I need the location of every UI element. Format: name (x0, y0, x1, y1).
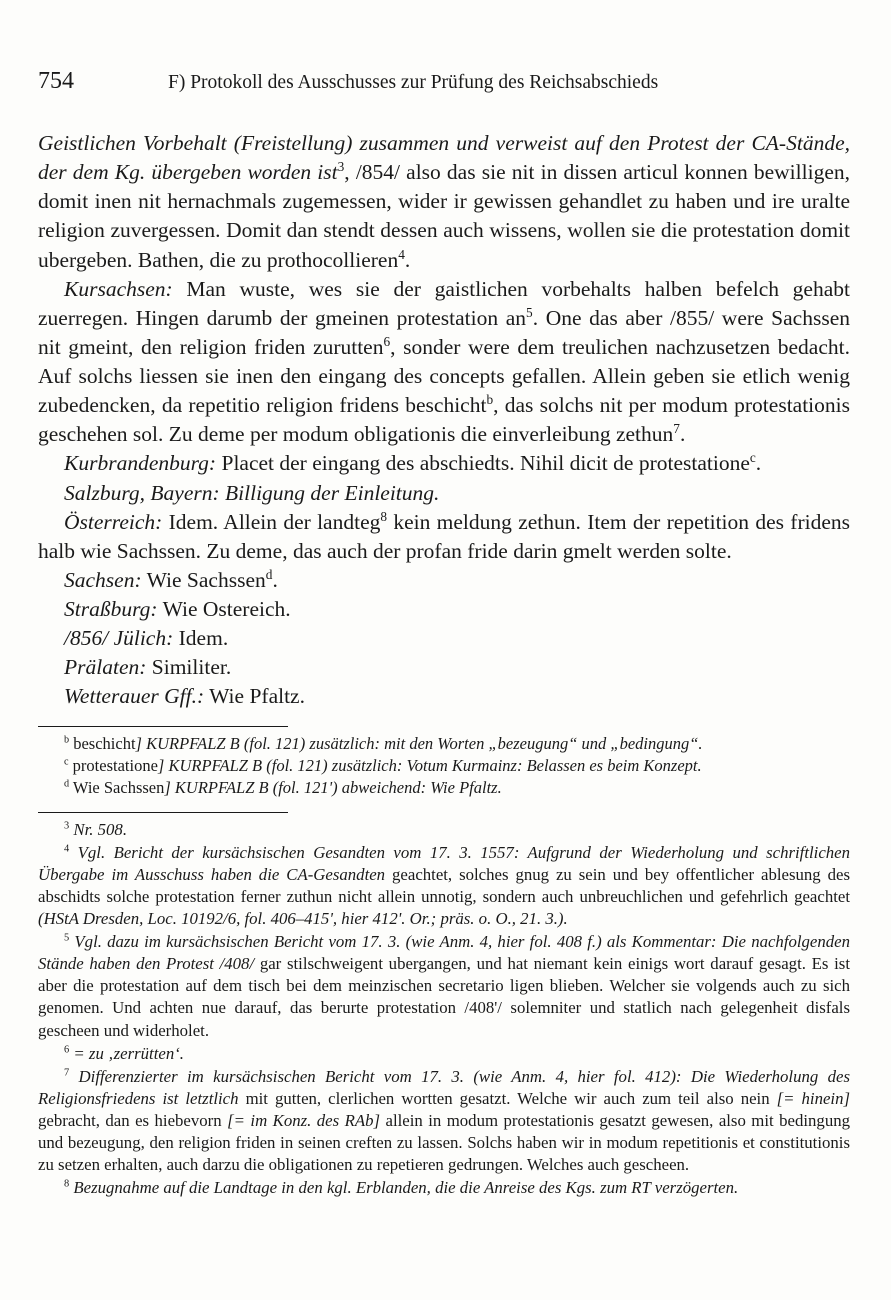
footnote-entry (38, 842, 850, 930)
para2-d: , das solchs nit per modum protestationis geschehen sol. Zu deme per modum obligationis die einverleibung zethun (38, 393, 850, 447)
paragraph-oesterreich (38, 508, 850, 566)
footnote-marker: 4 (64, 843, 70, 855)
apparatus-rule (38, 726, 288, 727)
footnote-text-segment: (HStA Dresden, Loc. 10192/6, fol. 406–415', hier 412'. Or.; präs. o. O., 21. 3.). (38, 909, 568, 929)
paragraph-kursachsen (38, 275, 850, 450)
para1-italic-lead: Geistlichen Vorbehalt (Freistellung) zusammen und verweist auf den Protest der CA-Stände, der dem Kg. übergeben worden ist (38, 131, 850, 185)
footnote-text-segment: [= im Konz. des RAb] (227, 1110, 386, 1130)
footnote-text-segment: geachtet, solches gnug zu sein und bey offentlicher ablesung des abschidts solche protestation ferner zuthun nicht allein unnotig, sondern auch unbreuchlichen und gefehrlich geachtet (38, 864, 850, 907)
page-number: 754 (38, 68, 74, 94)
apparatus-text: KURPFALZ B (fol. 121') abweichend: Wie Pfaltz. (170, 777, 502, 797)
speaker-oesterreich: Österreich: (64, 509, 163, 534)
footnote-entry (38, 1066, 850, 1176)
para2-e: . (679, 422, 686, 447)
line-praelaten (38, 653, 850, 682)
footnote-ref-8: 8 (380, 508, 388, 524)
para2-a: Man wuste, wes sie der gaistlichen vorbehalts halben befelch gehabt zuerregen. Hingen darumb der gmeinen protestation an (38, 276, 850, 330)
apparatus-entry (38, 755, 850, 776)
footnote-text-segment: mit gutten, clerlichen wortten gesatzt. Welche wir auch zum teil also nein (245, 1088, 777, 1108)
line-wetterauer-text: Wie Pfaltz. (204, 684, 305, 709)
paragraph-kurbrandenburg (38, 449, 850, 478)
notes-rule (38, 812, 288, 813)
line-juelich (38, 624, 850, 653)
apparatus-marker: c (64, 756, 69, 768)
apparatus-marker: b (64, 734, 70, 745)
body-text (38, 129, 850, 712)
footnote-ref-6: 6 (383, 333, 391, 349)
footnote-text-segment: [= hinein] (776, 1088, 850, 1108)
para2-b: . One das aber /855/ were Sachssen nit gmeint, den religion friden zurutten (38, 305, 850, 359)
footnote-ref-5: 5 (526, 304, 533, 320)
para1-end: . (404, 247, 411, 272)
footnote-text-segment: = zu ‚zerrütten‘. (69, 1043, 185, 1063)
footnote-entry (38, 819, 850, 841)
apparatus-block (38, 733, 850, 798)
footnote-ref-4: 4 (398, 246, 405, 262)
page-content (38, 68, 850, 1200)
paragraph-1 (38, 129, 850, 275)
paragraph-salzburg-bayern: Salzburg, Bayern: Billigung der Einleitung. (64, 480, 440, 505)
speaker-kurbrandenburg: Kurbrandenburg: (64, 451, 217, 476)
apparatus-marker: d (64, 778, 70, 790)
running-head (38, 68, 850, 95)
speaker-sachsen: Sachsen: (64, 567, 142, 592)
line-praelaten-text: Similiter. (146, 655, 232, 680)
footnote-marker: 5 (64, 932, 70, 944)
para3-a: Placet der eingang des abschiedts. Nihil dicit de protestatione (216, 451, 750, 476)
line-strassburg-text: Wie Ostereich. (157, 597, 291, 621)
footnote-text-segment: Differenzierter im kursächsischen Bericht vom 17. 3. (wie Anm. 4, hier fol. 412): Die Wiederholung des Religionsfriedens ist letztlich (38, 1066, 850, 1108)
running-head-title: F) Protokoll des Ausschusses zur Prüfung des Reichsabschieds (168, 72, 659, 93)
speaker-wetterauer: Wetterauer Gff.: (64, 684, 205, 709)
footnote-marker: 3 (64, 820, 70, 832)
footnote-text-segment: Vgl. Bericht der kursächsischen Gesandten vom 17. 3. 1557: Aufgrund der Wiederholung und schriftlichen Übergabe im Ausschuss haben die CA-Gesandten (38, 842, 850, 884)
apparatus-ref-b: b (486, 391, 494, 407)
apparatus-ref-d: d (265, 566, 273, 582)
footnote-text-segment: Bezugnahme auf die Landtage in den kgl. Erblanden, die die Anreise des Kgs. zum RT verzögerten. (69, 1178, 739, 1198)
footnote-text-segment: gebracht, dan es hiebevorn (38, 1110, 228, 1130)
apparatus-entry (38, 733, 850, 754)
line-juelich-text: Idem. (173, 626, 229, 651)
footnotes-block (38, 819, 850, 1199)
speaker-kursachsen: Kursachsen: (64, 276, 173, 301)
footnote-text-segment: Nr. 508. (69, 819, 128, 839)
line-sachsen-end: . (272, 567, 278, 592)
apparatus-lemma-bracket: ] (157, 755, 165, 775)
para5-a: Idem. Allein der landteg (162, 509, 381, 534)
footnote-text-segment: allein in modum protestationis gesatzt gewesen, also mit bedingung und bezeugung, den religion friden in seinen creften zu lassen. Solchs haben wir in modum repetitionis et constitutionis zu setzen erhalten, auch darzu die obligationen zu repetieren gedrungen. Welches auch gescheen. (38, 1110, 850, 1174)
para5-b: kein meldung zethun. Item der repetition des fridens halb wie Sachssen. Zu deme, das auch der profan fride darin gmelt werden solte. (38, 509, 850, 563)
footnote-text-segment: Vgl. dazu im kursächsischen Bericht vom 17. 3. (wie Anm. 4, hier fol. 408 f.) als Kommentar: Die nachfolgenden Stände haben den Protest /408/ (38, 932, 850, 974)
line-sachsen (38, 566, 850, 595)
line-sachsen-text: Wie Sachssen (141, 567, 266, 592)
footnote-marker: 6 (64, 1044, 70, 1056)
footnote-marker: 7 (64, 1067, 70, 1079)
apparatus-text: KURPFALZ B (fol. 121) zusätzlich: mit den Worten „bezeugung“ und „bedingung“. (141, 733, 703, 753)
line-wetterauer (38, 682, 850, 711)
footnote-entry (38, 1043, 850, 1065)
para1-rest: , /854/ also das sie nit in dissen articul konnen bewilligen, domit inen nit hernachmals zugemessen, wider ir gewissen gehandlet zu haben und ire uralte religion zuvergessen. Domit dan stendt dessen auch wissens, wollen sie die protestation domit ubergeben. Bathen, die zu prothocollieren (38, 160, 850, 272)
footnote-marker: 8 (64, 1178, 70, 1190)
apparatus-lemma: Wie Sachssen (69, 777, 165, 797)
speaker-strassburg: Straßburg: (64, 597, 158, 621)
footnote-entry (38, 931, 850, 1041)
speaker-juelich: /856/ Jülich: (64, 626, 174, 651)
apparatus-ref-c: c (749, 450, 756, 466)
apparatus-lemma-bracket: ] (164, 777, 171, 797)
line-strassburg (38, 595, 850, 624)
apparatus-lemma: protestatione (68, 755, 158, 775)
footnote-entry (38, 1177, 850, 1199)
para3-b: . (755, 451, 762, 476)
footnote-ref-7: 7 (673, 421, 680, 437)
apparatus-entry (38, 777, 850, 798)
apparatus-text: KURPFALZ B (fol. 121) zusätzlich: Votum Kurmainz: Belassen es beim Konzept. (164, 755, 702, 775)
speaker-praelaten: Prälaten: (64, 655, 147, 680)
footnote-ref-3: 3 (337, 158, 345, 174)
apparatus-lemma-bracket: ] (135, 733, 142, 753)
para2-c: , sonder were dem treulichen nachzusetzen bedacht. Auf solchs liessen sie inen den eingang des concepts gefallen. Allein geben sie etlich wenig zubedencken, da repetitio religion fridens beschicht (38, 334, 850, 418)
footnote-text-segment: gar stilschweigent ubergangen, und hat niemant kein einigs wort darauf gesagt. Es ist aber die protestation auf dem tisch bei dem meinzischen secretario ligen blieben. Welcher sie volgends auch zu sich genomen. Und achten nue darauf, das berurte protestation /408'/ solemniter und statlich nach gelegenheit disfals gescheen und widerholet. (38, 954, 850, 1040)
apparatus-lemma: beschicht (69, 733, 136, 753)
